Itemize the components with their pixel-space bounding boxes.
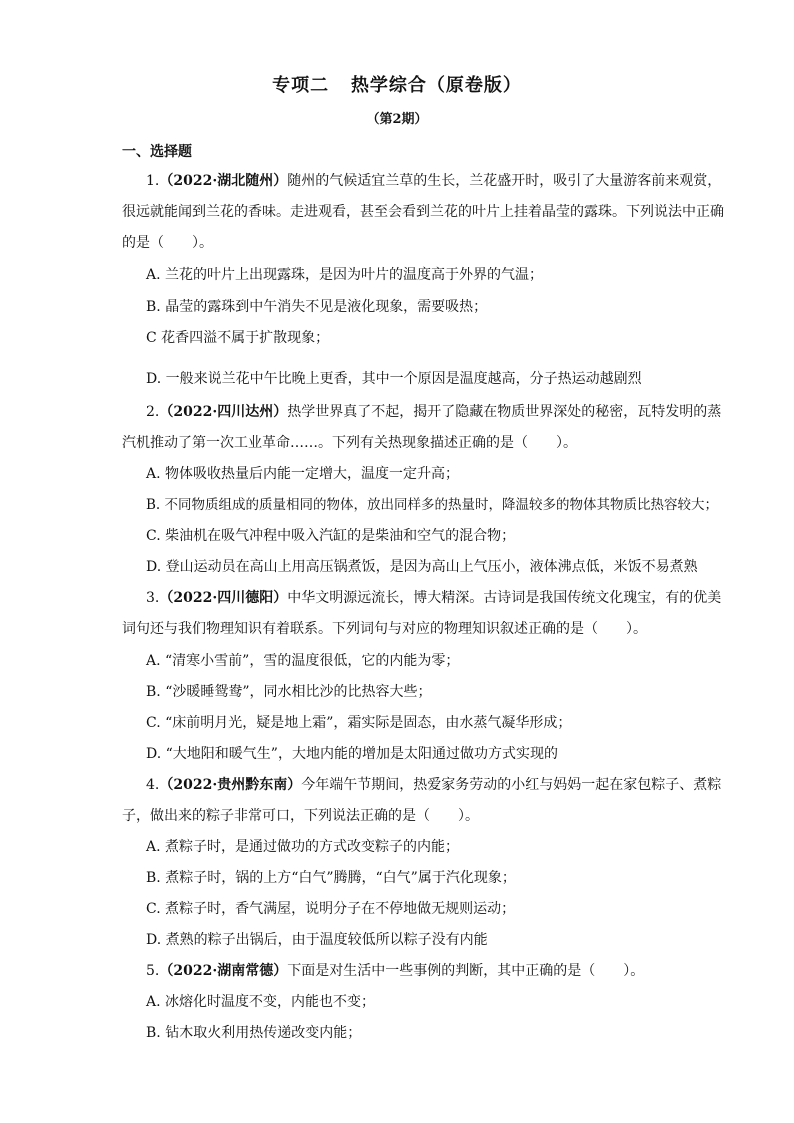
question-2-source: （2022·四川达州） (159, 404, 288, 420)
question-2-option-d: D. 登山运动员在高山上用高压锅煮饭，是因为高山上气压小，液体沸点低，米饭不易煮熟 (146, 559, 698, 575)
question-4-stem: 4.（2022·贵州黔东南）今年端午节期间，热爱家务劳动的小红与妈妈一起在家包粽子、煮粽 (146, 777, 722, 793)
section-heading: 一、选择题 (122, 144, 192, 160)
issue-subtitle: （第2期） (366, 112, 428, 127)
question-2-option-b: B. 不同物质组成的质量相同的物体，放出同样多的热量时，降温较多的物体其物质比热容较大； (146, 497, 719, 513)
question-3-stem-cont: 词句还与我们物理知识有着联系。下列词句与对应的物理知识叙述正确的是（ ）。 (122, 621, 647, 637)
question-1-option-a: A. 兰花的叶片上出现露珠，是因为叶片的温度高于外界的气温； (146, 267, 544, 283)
question-4-option-a: A. 煮粽子时，是通过做功的方式改变粽子的内能； (146, 839, 460, 855)
question-5-option-b: B. 钻木取火利用热传递改变内能； (146, 1025, 362, 1041)
question-3-option-c: C. “床前明月光，疑是地上霜”，霜实际是固态，由水蒸气凝华形成； (146, 715, 572, 731)
question-3-option-b: B. “沙暖睡鸳鸯”，同水相比沙的比热容大些； (146, 684, 432, 700)
question-1-source: （2022·湖北随州） (159, 173, 288, 189)
question-4-option-b: B. 煮粽子时，锅的上方“白气”腾腾，“白气”属于汽化现象； (146, 870, 516, 886)
question-2-stem-cont: 汽机推动了第一次工业革命……。下列有关热现象描述正确的是（ ）。 (122, 435, 577, 451)
question-3-source: （2022·四川德阳） (159, 590, 288, 606)
question-5-option-a: A. 冰熔化时温度不变，内能也不变； (146, 994, 376, 1010)
question-4-stem-cont: 子，做出来的粽子非常可口，下列说法正确的是（ ）。 (122, 808, 479, 824)
question-1-stem-cont: 很远就能闻到兰花的香味。走进观看，甚至会看到兰花的叶片上挂着晶莹的露珠。下列说法中正确 (122, 204, 724, 220)
page-title: 专项二 热学综合（原卷版） (272, 75, 522, 96)
question-1-option-b: B. 晶莹的露珠到中午消失不见是液化现象，需要吸热； (146, 299, 488, 315)
question-1-option-d: D. 一般来说兰花中午比晚上更香，其中一个原因是温度越高，分子热运动越剧烈 (146, 371, 642, 387)
question-2-option-c: C. 柴油机在吸气冲程中吸入汽缸的是柴油和空气的混合物； (146, 528, 516, 544)
question-5-source: （2022·湖南常德） (159, 963, 288, 979)
question-1-stem-cont: 的是（ ）。 (122, 235, 213, 251)
question-2-option-a: A. 物体吸收热量后内能一定增大，温度一定升高； (146, 466, 460, 482)
question-3-stem: 3.（2022·四川德阳）中华文明源远流长，博大精深。古诗词是我国传统文化瑰宝，有的优美 (146, 590, 722, 606)
question-1-stem: 1.（2022·湖北随州）随州的气候适宜兰草的生长，兰花盛开时，吸引了大量游客前来观赏， (146, 173, 722, 189)
question-5-stem: 5.（2022·湖南常德）下面是对生活中一些事例的判断，其中正确的是（ ）。 (146, 963, 645, 979)
question-4-option-d: D. 煮熟的粽子出锅后，由于温度较低所以粽子没有内能 (146, 932, 488, 948)
question-3-option-d: D. “大地阳和暖气生”，大地内能的增加是太阳通过做功方式实现的 (146, 746, 558, 762)
question-3-option-a: A. “清寒小雪前”，雪的温度很低，它的内能为零； (146, 653, 460, 669)
question-2-stem: 2.（2022·四川达州）热学世界真了不起，揭开了隐藏在物质世界深处的秘密，瓦特发明的蒸 (146, 404, 722, 420)
question-1-option-c: C 花香四溢不属于扩散现象； (146, 330, 330, 346)
question-4-source: （2022·贵州黔东南） (159, 777, 302, 793)
question-4-option-c: C. 煮粽子时，香气满屋，说明分子在不停地做无规则运动； (146, 901, 516, 917)
